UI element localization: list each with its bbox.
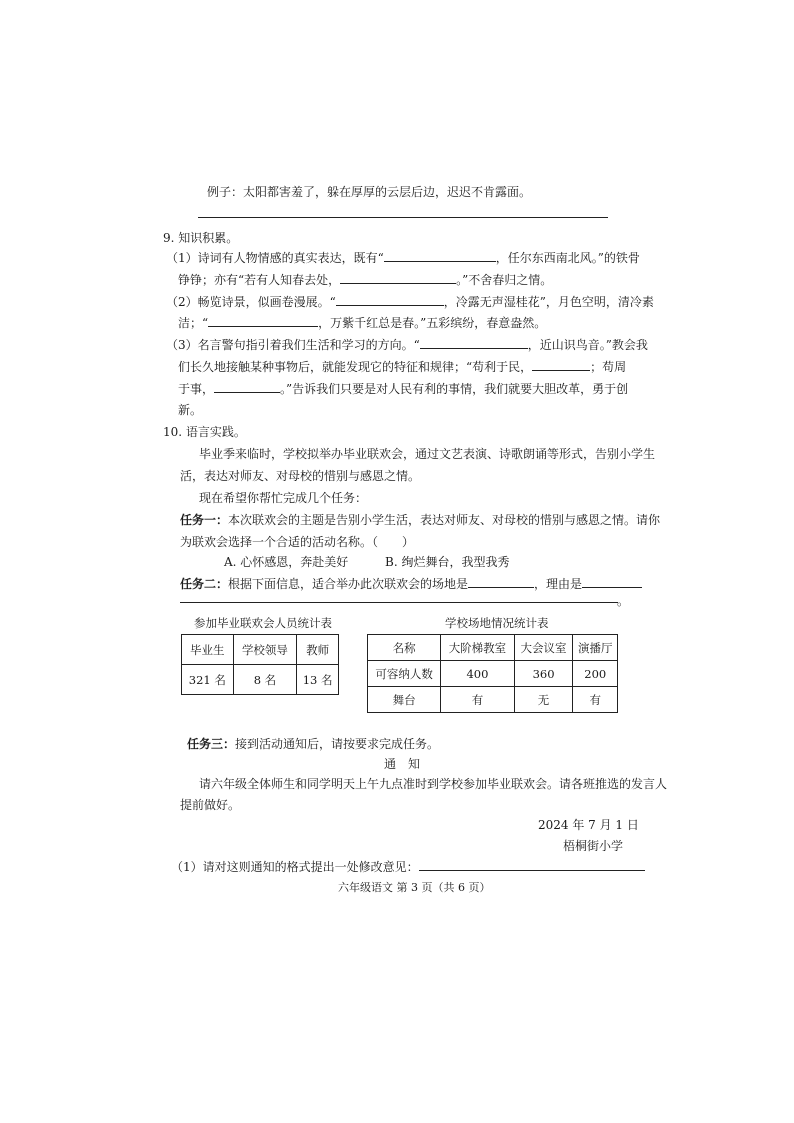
q9-item-2-text-d: ，万紫千红总是春。”五彩缤纷，春意盎然。 (318, 316, 547, 330)
task1-text-1: 本次联欢会的主题是告别小学生活，表达对师友、对母校的惜别与感恩之情。请你 (228, 513, 661, 527)
venue-capacity-meeting-room: 360 (514, 661, 573, 687)
option-b[interactable]: B. 绚烂舞台，我型我秀 (385, 555, 510, 569)
q9-item-2-line-2 (178, 313, 546, 332)
task2-end-mark: 。 (617, 594, 630, 608)
task3-line (187, 735, 439, 753)
q9-item-1-text-b: ，任尔东西南北风。”的铁骨 (495, 251, 640, 265)
venue-capacity-lecture-hall: 400 (441, 661, 514, 687)
q10-intro-line-2: 活，表达对师友、对母校的惜别与感恩之情。 (180, 469, 421, 483)
q9-item-2-text-c: 洁；“ (178, 316, 209, 330)
q9-blank-6[interactable] (532, 357, 590, 371)
q9-item-3-text-a: 名言警句指引着我们生活和学习的方向。“ (197, 338, 420, 352)
venue-stage-meeting-room: 无 (514, 687, 573, 713)
venue-table-capacity-row (368, 661, 618, 687)
task1-text-2: 为联欢会选择一个合适的活动名称。（ ） (180, 535, 415, 549)
people-value-teachers: 13 名 (297, 665, 339, 695)
notice-title: 通 知 (384, 757, 421, 771)
q10-intro-line-1: 毕业季来临时，学校拟举办毕业联欢会，通过文艺表演、诗歌朗诵等形式，告别小学生 (199, 447, 656, 461)
sub-question-1 (171, 857, 645, 876)
venue-stage-studio: 有 (573, 687, 618, 713)
q9-item-3-text-d: ；苟周 (590, 360, 627, 374)
q10-intro-line-3: 现在希望你帮忙完成几个任务： (199, 491, 368, 505)
task2-reason-line[interactable] (180, 602, 618, 603)
people-table-header-row (182, 635, 339, 665)
q9-item-3-line-2 (178, 357, 626, 376)
people-value-leaders: 8 名 (233, 665, 297, 695)
task1-label: 任务一： (180, 513, 229, 527)
q9-blank-2[interactable] (340, 270, 456, 284)
venue-capacity-label: 可容纳人数 (368, 661, 441, 687)
q9-item-3-text-b: ，近山识鸟音。”教会我 (527, 338, 648, 352)
q9-item-3-line-4: 新。 (178, 403, 203, 417)
q9-blank-1[interactable] (384, 248, 496, 262)
sub-question-1-text: （1）请对这则通知的格式提出一处修改意见： (171, 860, 419, 874)
task3-text: 接到活动通知后，请按要求完成任务。 (235, 737, 440, 751)
venue-stage-label: 舞台 (368, 687, 441, 713)
q9-item-3-line-1 (166, 335, 648, 354)
task2-venue-blank[interactable] (468, 574, 534, 588)
task2-label: 任务二： (180, 577, 229, 591)
q9-item-1-text-c: 铮铮；亦有“若有人知春去处， (178, 273, 341, 287)
venue-header-name: 名称 (368, 635, 441, 661)
people-header-leaders: 学校领导 (233, 635, 297, 665)
task2-reason-blank[interactable] (582, 574, 642, 588)
people-table-title: 参加毕业联欢会人员统计表 (194, 616, 332, 630)
venue-header-meeting-room: 大会议室 (514, 635, 573, 661)
task2-line (180, 574, 642, 593)
q9-item-2-number: （2） (166, 295, 198, 309)
q9-item-3-text-e: 于事， (178, 382, 215, 396)
venue-table-stage-row (368, 687, 618, 713)
q10-title: 10. 语言实践。 (163, 425, 246, 439)
q9-item-3-number: （3） (166, 338, 198, 352)
q9-blank-3[interactable] (336, 292, 444, 306)
q9-item-2-text-a: 畅览诗景，似画卷漫展。“ (197, 295, 336, 309)
q9-item-1-text-d: 。”不舍春归之情。 (456, 273, 553, 287)
q9-blank-4[interactable] (208, 313, 318, 327)
q9-item-1-text-a: 诗词有人物情感的真实表达，既有“ (197, 251, 384, 265)
q9-item-1-line-1 (166, 248, 640, 267)
q9-item-2-line-1 (166, 292, 654, 311)
notice-body-line-1: 请六年级全体师生和同学明天上午九点准时到学校参加毕业联欢会。请各班推选的发言人 (199, 777, 668, 791)
notice-org: 梧桐街小学 (563, 839, 624, 853)
q9-blank-5[interactable] (420, 335, 528, 349)
q9-title: 9. 知识积累。 (163, 231, 239, 245)
venue-stage-lecture-hall: 有 (441, 687, 514, 713)
q9-item-3-text-f: 。”告诉我们只要是对人民有利的事情，我们就要大胆改革，勇于创 (280, 382, 629, 396)
q9-item-3-text-c: 们长久地接触某种事物后，就能发现它的特征和规律；“苟利于民， (178, 360, 533, 374)
people-table-value-row (182, 665, 339, 695)
venue-table (367, 634, 618, 713)
venue-header-lecture-hall: 大阶梯教室 (441, 635, 514, 661)
venue-header-studio: 演播厅 (573, 635, 618, 661)
task2-text-b: ，理由是 (534, 577, 583, 591)
venue-table-header-row (368, 635, 618, 661)
sub-question-1-blank[interactable] (419, 857, 645, 871)
q9-item-1-line-2 (178, 270, 552, 289)
venue-capacity-studio: 200 (573, 661, 618, 687)
people-header-teachers: 教师 (297, 635, 339, 665)
notice-date: 2024 年 7 月 1 日 (538, 818, 639, 832)
q9-blank-7[interactable] (214, 379, 280, 393)
people-header-graduates: 毕业生 (182, 635, 234, 665)
page-footer: 六年级语文 第 3 页（共 6 页） (338, 881, 491, 894)
people-table (181, 634, 339, 695)
q9-item-3-line-3 (178, 379, 628, 398)
task2-text-a: 根据下面信息，适合举办此次联欢会的场地是 (228, 577, 469, 591)
example-sentence: 例子：太阳都害羞了，躲在厚厚的云层后边，迟迟不肯露面。 (207, 185, 532, 199)
people-value-graduates: 321 名 (182, 665, 234, 695)
venue-table-title: 学校场地情况统计表 (445, 616, 549, 630)
notice-body-line-2: 提前做好。 (180, 798, 241, 812)
task3-label: 任务三： (187, 737, 236, 751)
task1-line-1 (180, 511, 660, 529)
q9-item-2-text-b: ，冷露无声湿桂花”，月色空明，清冷素 (443, 295, 654, 309)
option-a[interactable]: A. 心怀感恩，奔赴美好 (224, 555, 349, 569)
answer-line[interactable] (198, 217, 608, 218)
q9-item-1-number: （1） (166, 251, 198, 265)
